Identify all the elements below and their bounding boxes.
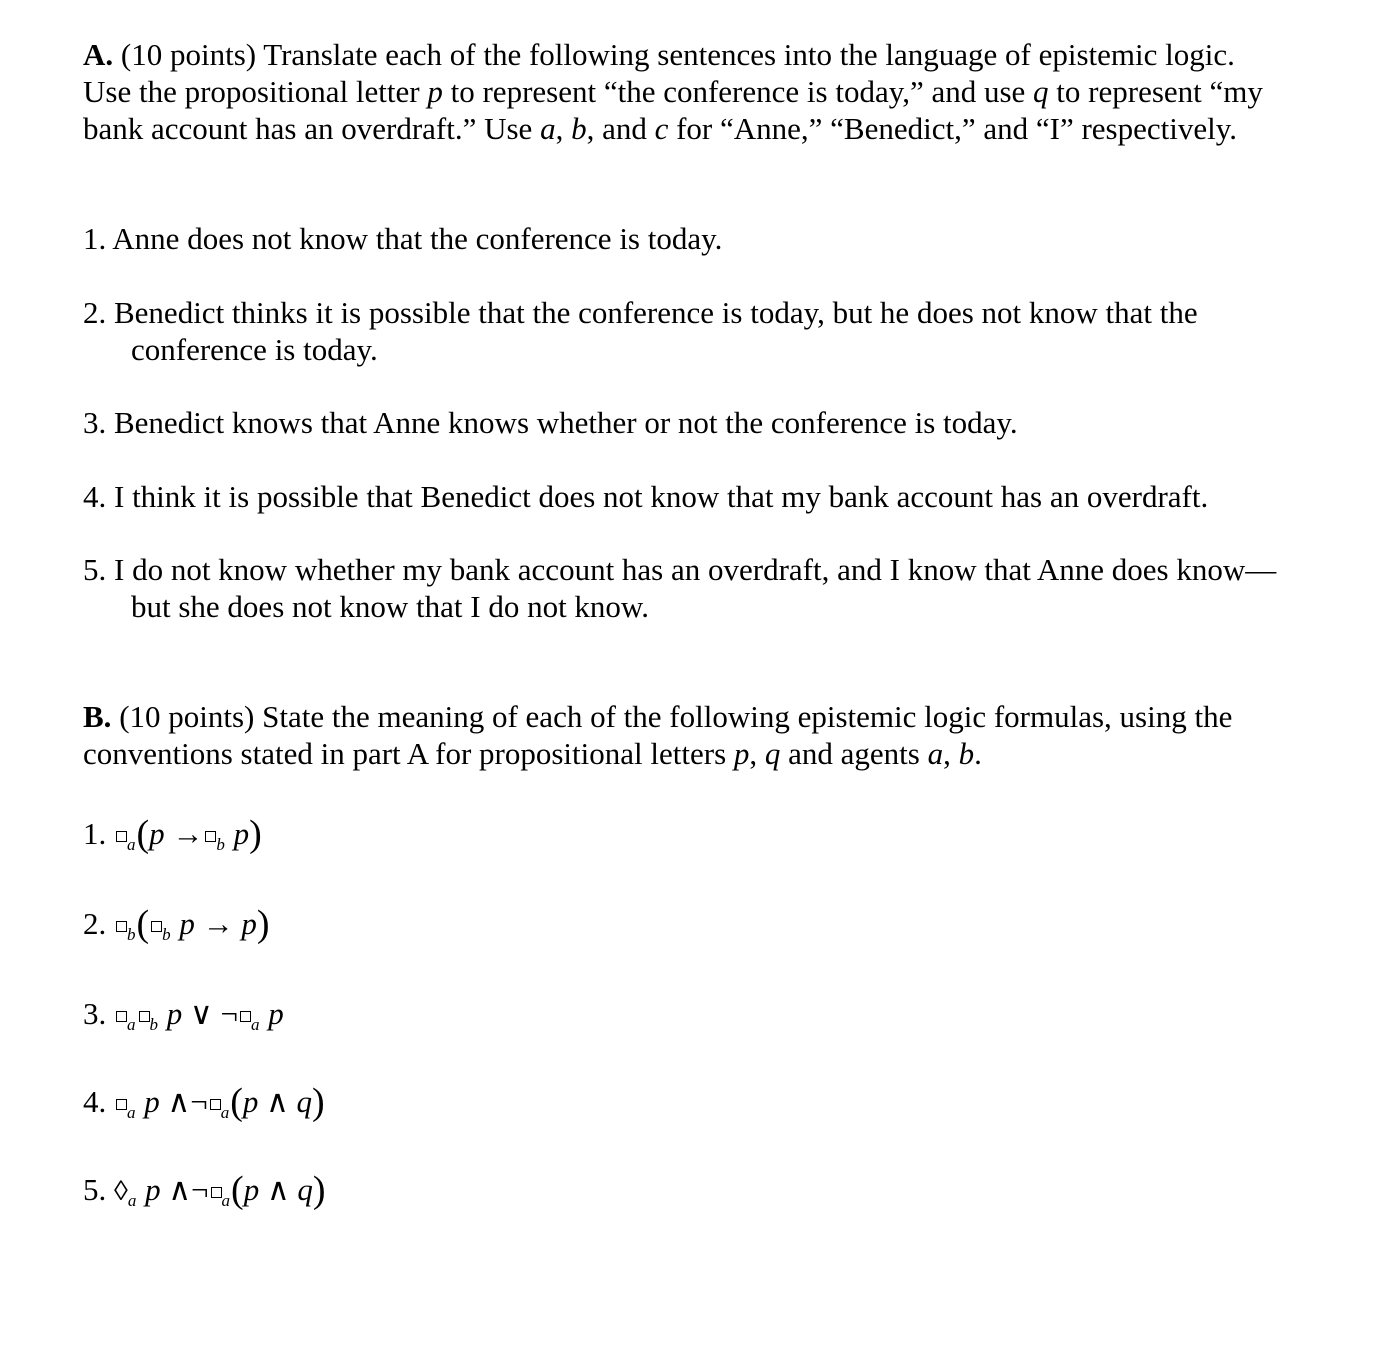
part-a-item-3: 3. Benedict knows that Anne knows whether or not the conference is today. <box>83 405 1018 440</box>
part-b-formula-2: 2. $_b$( $_b$ p → p) <box>83 903 270 945</box>
box-operator-icon <box>116 1099 127 1110</box>
box-operator-icon <box>151 921 162 932</box>
part-b-formula-5: 5. $◊_a$ p ∧¬ $_a$(p ∧ q) <box>83 1169 326 1211</box>
box-operator-icon <box>139 1011 150 1022</box>
part-a-item-5: 5. I do not know whether my bank account has an overdraft, and I know that Anne does know—but she does not know that I do not know. <box>83 552 1277 624</box>
part-a-item-1: 1. Anne does not know that the conference is today. <box>83 221 723 256</box>
part-a-label: A. <box>83 37 114 72</box>
part-a-item-4: 4. I think it is possible that Benedict does not know that my bank account has an overdraft. <box>83 479 1209 514</box>
part-a-item-2: 2. Benedict thinks it is possible that the conference is today, but he does not know that the conference is today. <box>83 295 1198 367</box>
part-a-intro: A. (10 points) Translate each of the following sentences into the language of epistemic logic. Use the propositional letter p to represent “the conference is today,” and use q to represent “my bank account has an overdraft.” Use a, b, and c for “Anne,” “Benedict,” and “I” respectively. <box>83 37 1263 146</box>
diamond-operator-icon: ◊ <box>114 1176 128 1207</box>
part-b-formula-3: 3. $_a$ $_b$ p ∨ ¬ $_a$ p <box>83 996 284 1034</box>
box-operator-icon <box>240 1011 251 1022</box>
part-b-formula-4: 4. $_a$ p ∧¬ $_a$(p ∧ q) <box>83 1081 325 1123</box>
box-operator-icon <box>116 831 127 842</box>
part-b-formula-1: 1. $_a$(p → $_b$ p) <box>83 813 262 855</box>
box-operator-icon <box>116 1011 127 1022</box>
part-b-label: B. <box>83 699 112 734</box>
box-operator-icon <box>205 831 216 842</box>
part-b-intro: B. (10 points) State the meaning of each of the following epistemic logic formulas, using the conventions stated in part A for propositional letters p, q and agents a, b. <box>83 699 1233 771</box>
box-operator-icon <box>116 921 127 932</box>
box-operator-icon <box>211 1187 222 1198</box>
box-operator-icon <box>210 1099 221 1110</box>
